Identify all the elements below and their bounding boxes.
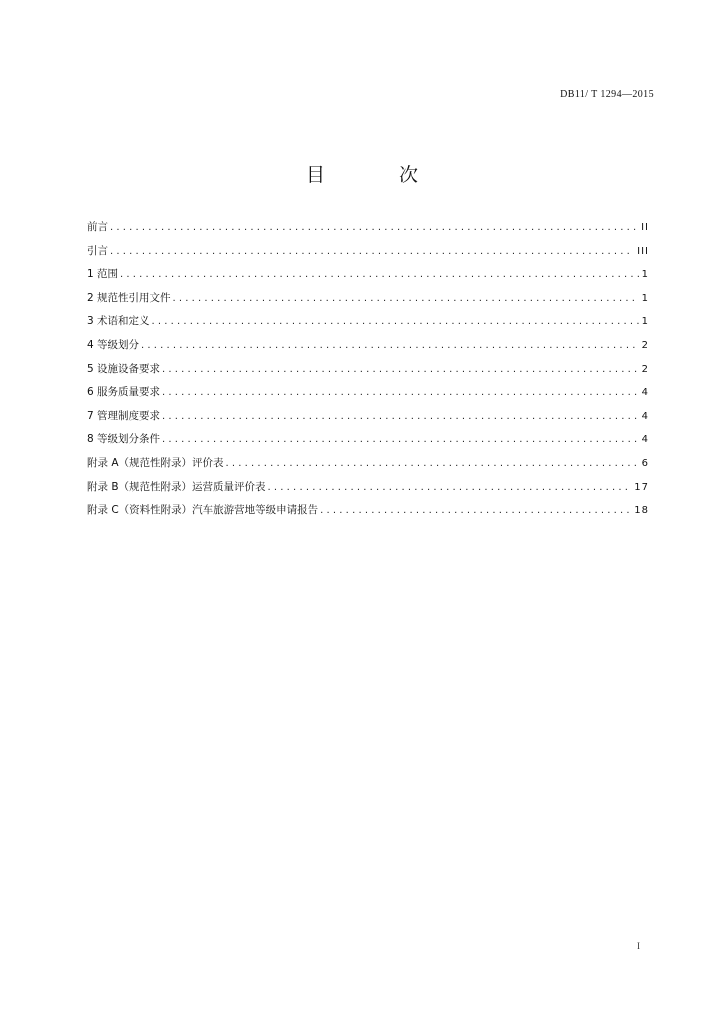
toc-entry-page: III	[637, 245, 649, 257]
toc-leader	[162, 364, 639, 375]
toc-leader	[110, 246, 634, 257]
toc-entry-page: 18	[634, 505, 649, 517]
toc-leader	[162, 387, 639, 398]
toc-leader	[320, 505, 631, 516]
toc-entry-facility-requirements[interactable]	[87, 361, 649, 385]
toc-leader	[162, 434, 639, 445]
toc-entry-page: 4	[641, 387, 649, 399]
toc-entry-page: 6	[641, 457, 649, 469]
toc-entry-appendix-b[interactable]	[87, 479, 649, 503]
toc-entry-page: 1	[641, 292, 649, 304]
toc-entry-service-quality[interactable]	[87, 384, 649, 408]
toc-entry-page: 1	[641, 269, 649, 281]
toc-entry-label: 5 设施设备要求	[87, 362, 161, 375]
toc-entry-label: 2 规范性引用文件	[87, 291, 171, 304]
toc-entry-page: 1	[641, 316, 649, 328]
toc-leader	[141, 340, 639, 351]
toc-entry-appendix-a[interactable]	[87, 455, 649, 479]
toc-entry-label: 1 范围	[87, 268, 119, 281]
toc-entry-label: 6 服务质量要求	[87, 386, 161, 399]
standard-code: DB11/ T 1294—2015	[560, 89, 654, 100]
toc-entry-label: 8 等级划分条件	[87, 433, 161, 446]
toc-leader	[110, 222, 638, 233]
toc-entry-page: 2	[641, 363, 649, 375]
toc-entry-page: 4	[641, 434, 649, 446]
toc-entry-page: II	[641, 222, 649, 233]
toc-entry-appendix-c[interactable]	[87, 502, 649, 526]
toc-entry-grade-division[interactable]	[87, 337, 649, 361]
toc-leader	[162, 411, 639, 422]
toc-entry-label: 附录 B（规范性附录）运营质量评价表	[87, 480, 266, 493]
toc-leader	[120, 269, 639, 280]
toc-list	[87, 219, 649, 526]
toc-entry-page: 4	[641, 410, 649, 422]
toc-entry-introduction[interactable]	[87, 243, 649, 267]
toc-leader	[173, 293, 639, 304]
toc-entry-terms-definitions[interactable]	[87, 313, 649, 337]
toc-title: 目 次	[305, 164, 453, 186]
toc-leader	[268, 482, 632, 493]
toc-entry-label: 7 管理制度要求	[87, 409, 161, 422]
toc-entry-page: 2	[641, 339, 649, 351]
toc-entry-normative-references[interactable]	[87, 290, 649, 314]
toc-entry-scope[interactable]	[87, 266, 649, 290]
toc-entry-page: 17	[634, 481, 649, 493]
toc-entry-label: 前言	[87, 221, 108, 233]
toc-entry-label: 3 术语和定义	[87, 315, 150, 328]
toc-leader	[152, 316, 639, 327]
toc-leader	[226, 458, 639, 469]
toc-entry-label: 引言	[87, 244, 108, 257]
toc-entry-label: 附录 A（规范性附录）评价表	[87, 456, 224, 469]
toc-entry-management-system[interactable]	[87, 408, 649, 432]
toc-entry-grade-conditions[interactable]	[87, 431, 649, 455]
page-number: I	[637, 941, 640, 951]
toc-entry-foreword[interactable]	[87, 219, 649, 243]
toc-entry-label: 4 等级划分	[87, 338, 140, 351]
toc-entry-label: 附录 C（资料性附录）汽车旅游营地等级申请报告	[87, 504, 319, 517]
